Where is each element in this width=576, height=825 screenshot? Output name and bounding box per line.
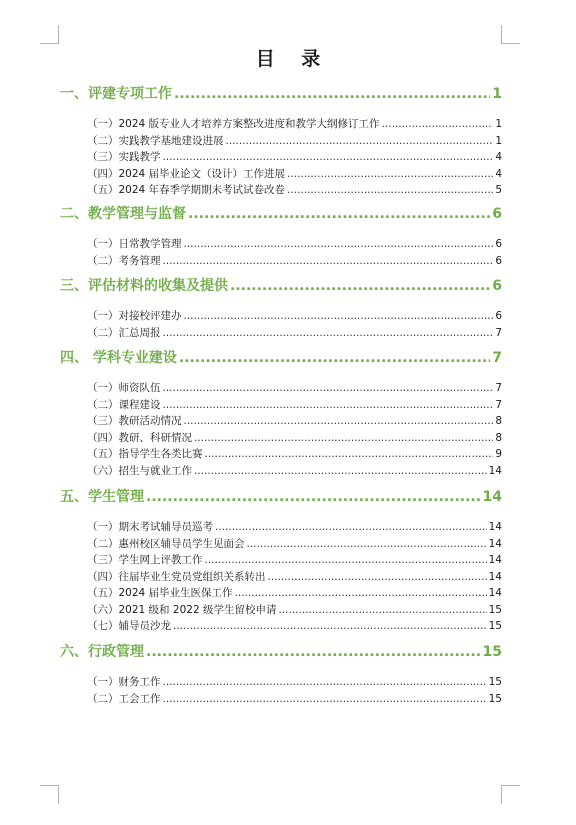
toc-page-number: 6 xyxy=(492,278,502,294)
toc-leader-dots xyxy=(226,135,494,147)
toc-entry-label: （一）2024 版专业人才培养方案整改进度和教学大纲修订工作 xyxy=(87,118,380,130)
page-corner-mark xyxy=(501,785,520,804)
toc-entry-label: （三）学生网上评教工作 xyxy=(87,554,203,566)
toc-entry-label: （二）考务管理 xyxy=(87,254,161,267)
toc-section-label: 六、行政管理 xyxy=(60,644,144,660)
toc-section-heading[interactable] xyxy=(60,83,502,103)
toc-leader-dots xyxy=(146,644,481,660)
toc-page-number: 5 xyxy=(495,184,502,196)
toc-page-number: 1 xyxy=(492,86,502,102)
toc-leader-dots xyxy=(163,151,494,163)
toc-leader-dots xyxy=(146,489,481,505)
toc-entry[interactable] xyxy=(87,253,502,269)
toc-entry[interactable] xyxy=(87,618,502,634)
toc-page-number: 7 xyxy=(495,326,502,339)
toc-leader-dots xyxy=(184,415,494,427)
toc-section-heading[interactable] xyxy=(60,275,502,295)
toc-entry-label: （四）往届毕业生党员党组织关系转出 xyxy=(87,570,266,583)
toc-leader-dots xyxy=(382,118,494,130)
toc-page-number: 6 xyxy=(495,238,502,250)
toc-entry[interactable] xyxy=(87,182,502,198)
toc-entry[interactable] xyxy=(87,569,502,585)
toc-entry-label: （二）课程建设 xyxy=(87,398,161,411)
toc-entry[interactable] xyxy=(87,397,502,413)
toc-page-number: 1 xyxy=(495,118,502,130)
toc-page-number: 14 xyxy=(488,554,502,566)
toc-section-label: 四、 学科专业建设 xyxy=(60,350,177,366)
toc-entry[interactable] xyxy=(87,674,502,690)
toc-page-number: 15 xyxy=(488,620,502,632)
toc-leader-dots xyxy=(194,465,487,477)
toc-entry-label: （二）工会工作 xyxy=(87,692,161,705)
toc-entry[interactable] xyxy=(87,166,502,182)
toc-page-number: 14 xyxy=(482,489,502,505)
toc-entry-label: （四）教研、科研情况 xyxy=(87,431,192,444)
toc-leader-dots xyxy=(287,184,493,196)
toc-leader-dots xyxy=(215,521,487,533)
toc-entry-label: （四）2024 届毕业论文（设计）工作进展 xyxy=(87,167,286,180)
toc-page-number: 14 xyxy=(488,570,502,583)
toc-entry[interactable] xyxy=(87,236,502,252)
toc-leader-dots xyxy=(163,676,487,688)
toc-leader-dots xyxy=(205,554,487,566)
toc-leader-dots xyxy=(188,206,490,222)
toc-leader-dots xyxy=(205,448,494,460)
toc-entry-label: （三）教研活动情况 xyxy=(87,415,182,427)
toc-page-number: 15 xyxy=(488,692,502,705)
toc-page-number: 14 xyxy=(488,537,502,550)
toc-entry[interactable] xyxy=(87,430,502,446)
toc-page-number: 7 xyxy=(495,382,502,394)
toc-page-number: 7 xyxy=(492,350,502,366)
toc-page-number: 14 xyxy=(488,521,502,533)
toc-leader-dots xyxy=(235,587,487,599)
toc-section-heading[interactable] xyxy=(60,203,502,223)
toc-page-number: 4 xyxy=(495,167,502,180)
toc-entry[interactable] xyxy=(87,691,502,707)
toc-section-label: 五、学生管理 xyxy=(60,489,144,505)
toc-entry[interactable] xyxy=(87,602,502,618)
toc-section-heading[interactable] xyxy=(60,641,502,661)
page-corner-mark xyxy=(40,25,59,44)
toc-entry[interactable] xyxy=(87,446,502,462)
toc-leader-dots xyxy=(179,350,490,366)
toc-leader-dots xyxy=(287,168,493,180)
page-corner-mark xyxy=(40,785,59,804)
toc-leader-dots xyxy=(184,310,494,322)
toc-leader-dots xyxy=(268,571,487,583)
toc-entry[interactable] xyxy=(87,552,502,568)
toc-leader-dots xyxy=(163,327,494,339)
toc-entry[interactable] xyxy=(87,519,502,535)
toc-entry-label: （一）师资队伍 xyxy=(87,382,161,394)
toc-page-number: 6 xyxy=(495,310,502,322)
toc-page-number: 8 xyxy=(495,431,502,444)
toc-entry-label: （一）财务工作 xyxy=(87,676,161,688)
toc-entry-label: （五）2024 年春季学期期末考试试卷改卷 xyxy=(87,184,286,196)
toc-page-number: 15 xyxy=(482,644,502,660)
toc-leader-dots xyxy=(194,432,493,444)
toc-leader-dots xyxy=(184,238,494,250)
toc-entry-label: （六）招生与就业工作 xyxy=(87,464,192,477)
toc-leader-dots xyxy=(173,620,487,632)
toc-page-number: 6 xyxy=(492,206,502,222)
page-corner-mark xyxy=(501,25,520,44)
toc-entry-label: （七）辅导员沙龙 xyxy=(87,620,171,632)
toc-section-heading[interactable] xyxy=(60,486,502,506)
toc-page-number: 15 xyxy=(488,603,502,616)
toc-page-number: 14 xyxy=(488,587,502,599)
toc-section-label: 二、教学管理与监督 xyxy=(60,206,186,222)
toc-entry-label: （一）期末考试辅导员巡考 xyxy=(87,521,213,533)
toc-entry-label: （三）实践教学 xyxy=(87,151,161,163)
toc-entry[interactable] xyxy=(87,133,502,149)
toc-entry[interactable] xyxy=(87,413,502,429)
toc-leader-dots xyxy=(163,255,494,267)
toc-entry-label: （二）实践教学基地建设进展 xyxy=(87,134,224,147)
toc-entry-label: （一）日常教学管理 xyxy=(87,238,182,250)
toc-page-number: 14 xyxy=(488,464,502,477)
toc-entry-label: （一）对接校评建办 xyxy=(87,310,182,322)
toc-entry[interactable] xyxy=(87,116,502,132)
toc-leader-dots xyxy=(247,538,487,550)
page-title: 目 录 xyxy=(255,48,331,70)
toc-leader-dots xyxy=(278,604,486,616)
toc-entry-label: （五）指导学生各类比赛 xyxy=(87,448,203,460)
toc-section-label: 三、评估材料的收集及提供 xyxy=(60,278,228,294)
toc-leader-dots xyxy=(163,382,494,394)
toc-entry[interactable] xyxy=(87,380,502,396)
toc-page-number: 9 xyxy=(495,448,502,460)
toc-leader-dots xyxy=(230,278,490,294)
toc-entry-label: （六）2021 级和 2022 级学生留校申请 xyxy=(87,603,277,616)
toc-entry-label: （二）惠州校区辅导员学生见面会 xyxy=(87,537,245,550)
toc-page-number: 4 xyxy=(495,151,502,163)
toc-entry[interactable] xyxy=(87,463,502,479)
toc-leader-dots xyxy=(163,399,494,411)
toc-entry[interactable] xyxy=(87,585,502,601)
toc-entry[interactable] xyxy=(87,536,502,552)
toc-page-number: 7 xyxy=(495,398,502,411)
toc-entry[interactable] xyxy=(87,308,502,324)
toc-entry[interactable] xyxy=(87,325,502,341)
toc-entry-label: （二）汇总周报 xyxy=(87,326,161,339)
toc-section-label: 一、评建专项工作 xyxy=(60,86,172,102)
toc-page-number: 8 xyxy=(495,415,502,427)
toc-leader-dots xyxy=(163,693,487,705)
toc-page-number: 1 xyxy=(495,134,502,147)
toc-entry-label: （五）2024 届毕业生医保工作 xyxy=(87,587,233,599)
toc-page-number: 6 xyxy=(495,254,502,267)
toc-page-number: 15 xyxy=(488,676,502,688)
toc-leader-dots xyxy=(174,86,490,102)
toc-section-heading[interactable] xyxy=(60,347,502,367)
toc-entry[interactable] xyxy=(87,149,502,165)
